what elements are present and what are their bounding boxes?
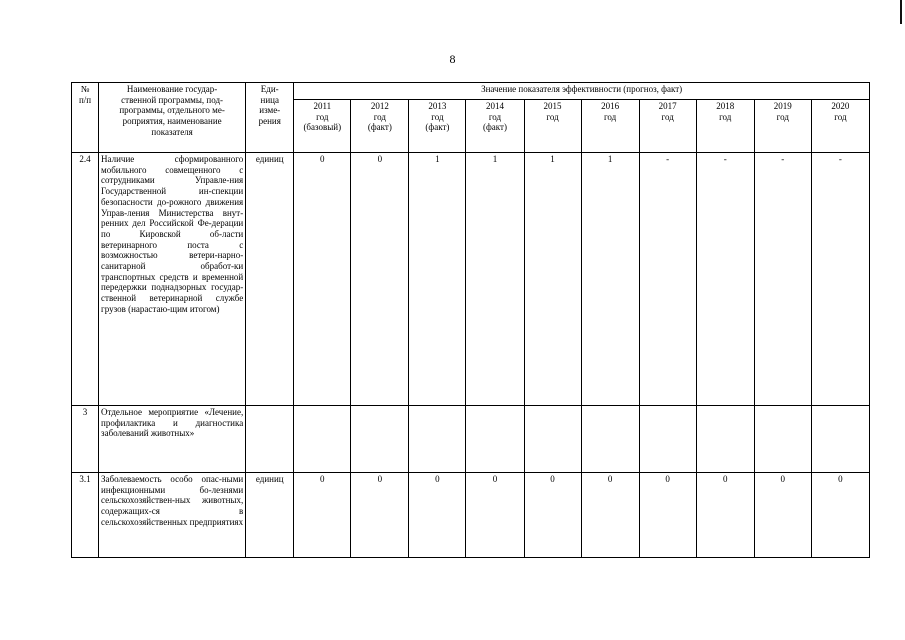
row-number: 3 (72, 406, 99, 473)
header-unit (246, 83, 294, 153)
row-value: 0 (811, 473, 869, 558)
row-number: 3.1 (72, 473, 99, 558)
header-num (72, 83, 99, 153)
header-year: 2019 год (754, 100, 811, 153)
row-value: 0 (581, 473, 639, 558)
row-value (754, 406, 811, 473)
row-value: 1 (409, 153, 466, 406)
row-value: - (639, 153, 696, 406)
row-value: - (811, 153, 869, 406)
row-value (696, 406, 754, 473)
row-value: 0 (696, 473, 754, 558)
row-name: Отдельное мероприятие «Лечение, профилактика и диагностика заболеваний животных» (99, 406, 246, 473)
header-name-label: Наименование государ- ственной программы, под- программы, отдельного ме- роприятия, наименование показателя (119, 84, 225, 137)
header-num-label: № п/п (78, 84, 92, 105)
row-unit: единиц (246, 153, 294, 406)
scan-edge-mark (900, 0, 902, 24)
header-year: 2014 год (факт) (466, 100, 524, 153)
table-row (72, 473, 870, 558)
header-unit-label: Еди- ница изме- рения (258, 84, 281, 127)
header-year: 2018 год (696, 100, 754, 153)
row-value: - (696, 153, 754, 406)
header-year: 2020 год (811, 100, 869, 153)
header-year: 2015 год (524, 100, 581, 153)
row-value: 0 (294, 473, 351, 558)
page-number: 8 (449, 52, 456, 66)
row-value: 0 (639, 473, 696, 558)
row-value: 0 (294, 153, 351, 406)
row-name: Заболеваемость особо опас-ными инфекционными бо-лезнями сельскохозяйствен-ных животных, содержащих-ся в сельскохозяйственных предприятиях (99, 473, 246, 558)
row-value (524, 406, 581, 473)
row-value (811, 406, 869, 473)
row-value: 0 (351, 473, 409, 558)
header-name (99, 83, 246, 153)
row-value: 0 (409, 473, 466, 558)
row-value: 1 (581, 153, 639, 406)
header-year: 2012 год (факт) (351, 100, 409, 153)
header-year: 2011 год (базовый) (294, 100, 351, 153)
row-value (639, 406, 696, 473)
header-values-group: Значение показателя эффективности (прогноз, факт) (294, 83, 870, 100)
header-year: 2017 год (639, 100, 696, 153)
row-unit (246, 406, 294, 473)
row-name: Наличие сформированного мобильного совмещенного с сотрудниками Управле-ния Государственной ин-спекции безопасности до-рожного движения Управ-ления Министерства внут-ренних дел Российской Фе-дерации по Кировской об-ласти ветеринарного поста с возможностью ветери-нарно-санитарной обработ-ки транспортных средств и временной передержки поднадзорных государ-ственной ветеринарной службе грузов (нарастаю-щим итогом) (99, 153, 246, 406)
efficiency-indicators-table (71, 82, 870, 558)
row-value: 0 (351, 153, 409, 406)
row-value: 1 (524, 153, 581, 406)
row-value: 0 (524, 473, 581, 558)
header-year: 2016 год (581, 100, 639, 153)
table-row (72, 406, 870, 473)
row-value (351, 406, 409, 473)
row-value: - (754, 153, 811, 406)
row-value: 0 (754, 473, 811, 558)
row-value (581, 406, 639, 473)
row-number: 2.4 (72, 153, 99, 406)
header-year: 2013 год (факт) (409, 100, 466, 153)
row-value (466, 406, 524, 473)
row-value: 1 (466, 153, 524, 406)
row-value: 0 (466, 473, 524, 558)
row-unit: единиц (246, 473, 294, 558)
row-value (294, 406, 351, 473)
row-value (409, 406, 466, 473)
table-row (72, 153, 870, 406)
